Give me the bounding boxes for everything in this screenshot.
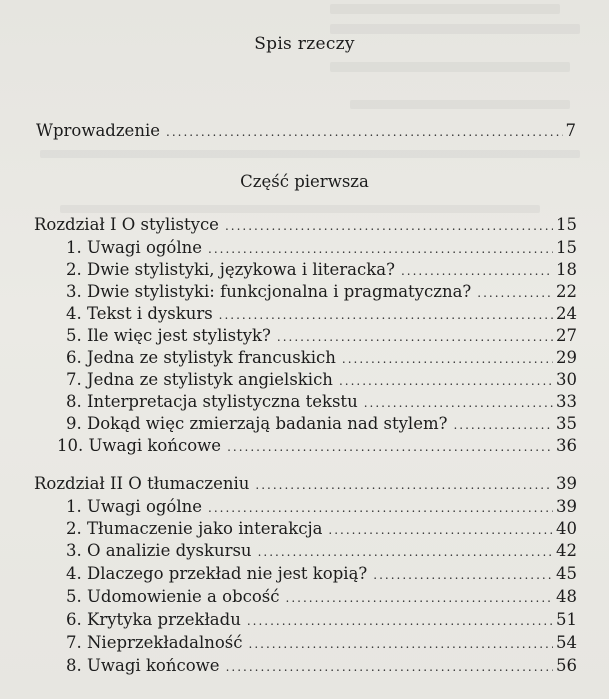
leader-dots <box>225 215 553 237</box>
toc-entry-label: Wprowadzenie <box>36 121 160 140</box>
toc-page-number: 15 <box>556 215 577 234</box>
toc-section <box>66 632 577 655</box>
toc-section <box>66 237 577 260</box>
toc-section <box>66 655 577 678</box>
toc-page-number: 22 <box>556 282 577 301</box>
section-label: 8. Interpretacja stylistyczna tekstu <box>66 392 358 411</box>
toc-page-number: 35 <box>556 414 577 433</box>
toc-section <box>66 413 577 436</box>
leader-dots <box>364 392 553 414</box>
toc-section <box>66 347 577 370</box>
leader-dots <box>247 610 553 632</box>
toc-page-number: 39 <box>556 474 577 493</box>
section-label: 5. Ile więc jest stylistyk? <box>66 326 271 345</box>
leader-dots <box>227 436 553 458</box>
toc-section <box>66 586 577 609</box>
leader-dots <box>339 370 553 392</box>
toc-section <box>66 259 577 282</box>
toc-page-number: 27 <box>556 326 577 345</box>
toc-section <box>66 496 577 519</box>
bleed-through-mark <box>350 100 570 109</box>
bleed-through-mark <box>330 62 570 72</box>
toc-page-number: 30 <box>556 370 577 389</box>
leader-dots <box>219 304 553 326</box>
leader-dots <box>342 348 553 370</box>
part-title: Część pierwsza <box>240 172 369 191</box>
section-label: 5. Udomowienie a obcość <box>66 587 280 606</box>
toc-page-number: 36 <box>556 436 577 455</box>
leader-dots <box>258 541 553 563</box>
toc-section <box>66 609 577 632</box>
section-label: 7. Nieprzekładalność <box>66 633 243 652</box>
toc-page-number: 56 <box>556 656 577 675</box>
page-title: Spis rzeczy <box>254 34 355 54</box>
toc-section <box>66 369 577 392</box>
section-label: 10. Uwagi końcowe <box>57 436 222 455</box>
toc-page-number: 33 <box>556 392 577 411</box>
section-label: 7. Jedna ze stylistyk angielskich <box>66 370 333 389</box>
toc-page-number: 45 <box>556 564 577 583</box>
chapter-label: Rozdział II O tłumaczeniu <box>34 474 250 493</box>
toc-page-number: 29 <box>556 348 577 367</box>
leader-dots <box>277 326 553 348</box>
leader-dots <box>249 633 553 655</box>
toc-section <box>57 435 577 458</box>
toc-section <box>66 518 577 541</box>
section-label: 6. Krytyka przekładu <box>66 610 241 629</box>
leader-dots <box>477 282 553 304</box>
toc-section <box>66 303 577 326</box>
section-label: 2. Tłumaczenie jako interakcja <box>66 519 323 538</box>
section-label: 9. Dokąd więc zmierzają badania nad stylem? <box>66 414 448 433</box>
toc-page-number: 15 <box>556 238 577 257</box>
section-label: 8. Uwagi końcowe <box>66 656 220 675</box>
leader-dots <box>226 656 553 678</box>
toc-page-number: 54 <box>556 633 577 652</box>
toc-page-number: 51 <box>556 610 577 629</box>
leader-dots <box>166 121 563 143</box>
toc-page-number: 42 <box>556 541 577 560</box>
toc-chapter-1 <box>34 214 577 237</box>
toc-entry-intro <box>36 120 576 143</box>
leader-dots <box>328 519 553 541</box>
leader-dots <box>401 260 553 282</box>
toc-section <box>66 563 577 586</box>
section-label: 6. Jedna ze stylistyk francuskich <box>66 348 336 367</box>
section-label: 2. Dwie stylistyki, językowa i literacka? <box>66 260 395 279</box>
bleed-through-mark <box>40 150 580 158</box>
leader-dots <box>255 474 553 496</box>
toc-page-number: 48 <box>556 587 577 606</box>
toc-page-number: 18 <box>556 260 577 279</box>
leader-dots <box>453 414 553 436</box>
section-label: 1. Uwagi ogólne <box>66 497 203 516</box>
toc-section <box>66 540 577 563</box>
toc-page-number: 24 <box>556 304 577 323</box>
bleed-through-mark <box>330 24 580 34</box>
section-label: 1. Uwagi ogólne <box>66 238 203 257</box>
toc-section <box>66 281 577 304</box>
section-label: 4. Tekst i dyskurs <box>66 304 213 323</box>
toc-section <box>66 325 577 348</box>
chapter-label: Rozdział I O stylistyce <box>34 215 219 234</box>
section-label: 4. Dlaczego przekład nie jest kopią? <box>66 564 368 583</box>
toc-page-number: 40 <box>556 519 577 538</box>
toc-chapter-2 <box>34 473 577 496</box>
leader-dots <box>373 564 553 586</box>
toc-page-number: 39 <box>556 497 577 516</box>
bleed-through-mark <box>60 205 540 213</box>
bleed-through-mark <box>330 4 560 14</box>
leader-dots <box>286 587 553 609</box>
toc-section <box>66 391 577 414</box>
toc-page-number: 7 <box>565 121 576 140</box>
section-label: 3. O analizie dyskursu <box>66 541 252 560</box>
leader-dots <box>208 238 553 260</box>
leader-dots <box>208 497 553 519</box>
section-label: 3. Dwie stylistyki: funkcjonalna i pragmatyczna? <box>66 282 472 301</box>
